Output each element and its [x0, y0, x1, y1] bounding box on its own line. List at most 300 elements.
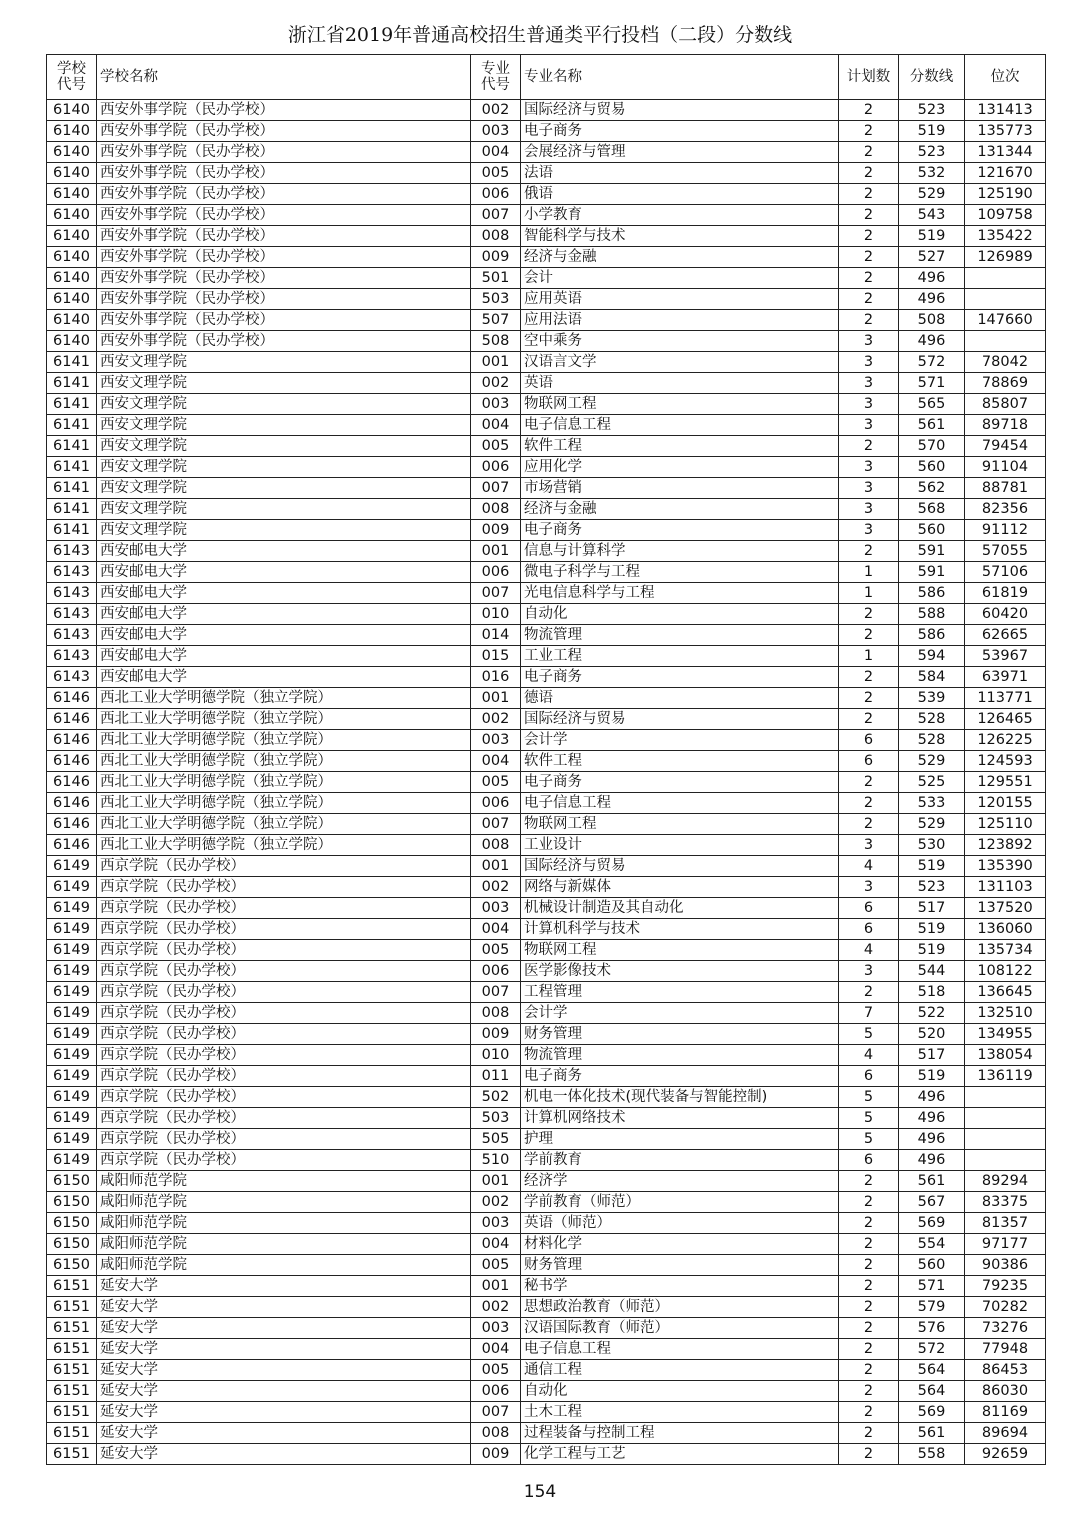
major-name-cell: 医学影像技术 — [521, 961, 839, 982]
table-row — [47, 1045, 1046, 1066]
score-cell: 519 — [899, 226, 965, 247]
major-name-cell: 网络与新媒体 — [521, 877, 839, 898]
major-name-cell: 市场营销 — [521, 478, 839, 499]
plan-count-cell: 2 — [839, 1318, 899, 1339]
major-code-cell: 011 — [471, 1066, 521, 1087]
table-row — [47, 394, 1046, 415]
table-row — [47, 1213, 1046, 1234]
school-name-cell: 西安外事学院（民办学校） — [97, 268, 471, 289]
school-code-cell: 6140 — [47, 331, 97, 352]
school-name-cell: 西安文理学院 — [97, 415, 471, 436]
school-code-cell: 6151 — [47, 1423, 97, 1444]
major-code-cell: 007 — [471, 205, 521, 226]
school-code-cell: 6143 — [47, 562, 97, 583]
school-code-cell: 6149 — [47, 1150, 97, 1171]
score-cell: 496 — [899, 331, 965, 352]
major-code-cell: 006 — [471, 961, 521, 982]
major-name-cell: 物联网工程 — [521, 940, 839, 961]
school-code-cell: 6146 — [47, 730, 97, 751]
major-code-cell: 008 — [471, 499, 521, 520]
plan-count-cell: 2 — [839, 163, 899, 184]
major-code-cell: 006 — [471, 457, 521, 478]
rank-cell: 79235 — [965, 1276, 1046, 1297]
score-cell: 560 — [899, 457, 965, 478]
header-rank: 位次 — [965, 55, 1046, 100]
plan-count-cell: 6 — [839, 1066, 899, 1087]
rank-cell: 88781 — [965, 478, 1046, 499]
major-code-cell: 002 — [471, 100, 521, 121]
major-name-cell: 德语 — [521, 688, 839, 709]
school-code-cell: 6149 — [47, 1024, 97, 1045]
header-score: 分数线 — [899, 55, 965, 100]
table-row — [47, 562, 1046, 583]
score-cell: 569 — [899, 1402, 965, 1423]
major-name-cell: 智能科学与技术 — [521, 226, 839, 247]
rank-cell: 89718 — [965, 415, 1046, 436]
major-code-cell: 004 — [471, 1339, 521, 1360]
school-name-cell: 延安大学 — [97, 1423, 471, 1444]
school-name-cell: 西安邮电大学 — [97, 667, 471, 688]
school-name-cell: 西安外事学院（民办学校） — [97, 289, 471, 310]
school-code-cell: 6151 — [47, 1444, 97, 1465]
school-code-cell: 6141 — [47, 520, 97, 541]
plan-count-cell: 2 — [839, 982, 899, 1003]
school-name-cell: 西安邮电大学 — [97, 583, 471, 604]
school-code-cell: 6151 — [47, 1297, 97, 1318]
rank-cell: 134955 — [965, 1024, 1046, 1045]
score-cell: 591 — [899, 541, 965, 562]
rank-cell: 57055 — [965, 541, 1046, 562]
major-name-cell: 光电信息科学与工程 — [521, 583, 839, 604]
page-title: 浙江省2019年普通高校招生普通类平行投档（二段）分数线 — [287, 24, 793, 46]
major-code-cell: 005 — [471, 163, 521, 184]
table-row — [47, 583, 1046, 604]
score-cell: 523 — [899, 142, 965, 163]
table-row — [47, 1024, 1046, 1045]
school-code-cell: 6140 — [47, 310, 97, 331]
school-name-cell: 咸阳师范学院 — [97, 1234, 471, 1255]
major-code-cell: 510 — [471, 1150, 521, 1171]
score-cell: 554 — [899, 1234, 965, 1255]
major-name-cell: 汉语言文学 — [521, 352, 839, 373]
plan-count-cell: 2 — [839, 1213, 899, 1234]
school-code-cell: 6149 — [47, 856, 97, 877]
major-name-cell: 学前教育 — [521, 1150, 839, 1171]
table-row — [47, 856, 1046, 877]
school-code-cell: 6143 — [47, 583, 97, 604]
plan-count-cell: 2 — [839, 1381, 899, 1402]
rank-cell: 129551 — [965, 772, 1046, 793]
table-row — [47, 289, 1046, 310]
school-code-cell: 6143 — [47, 625, 97, 646]
score-cell: 588 — [899, 604, 965, 625]
header-major-code: 专业 代号 — [471, 55, 521, 100]
table-row — [47, 184, 1046, 205]
major-code-cell: 001 — [471, 688, 521, 709]
rank-cell: 85807 — [965, 394, 1046, 415]
score-cell: 518 — [899, 982, 965, 1003]
plan-count-cell: 3 — [839, 415, 899, 436]
score-cell: 572 — [899, 352, 965, 373]
school-code-cell: 6140 — [47, 247, 97, 268]
rank-cell: 78869 — [965, 373, 1046, 394]
rank-cell: 136060 — [965, 919, 1046, 940]
table-row — [47, 604, 1046, 625]
school-name-cell: 西安文理学院 — [97, 499, 471, 520]
rank-cell: 57106 — [965, 562, 1046, 583]
school-name-cell: 西安邮电大学 — [97, 541, 471, 562]
major-name-cell: 应用化学 — [521, 457, 839, 478]
rank-cell: 73276 — [965, 1318, 1046, 1339]
table-row — [47, 1297, 1046, 1318]
rank-cell: 138054 — [965, 1045, 1046, 1066]
plan-count-cell: 6 — [839, 898, 899, 919]
school-code-cell: 6150 — [47, 1171, 97, 1192]
major-code-cell: 503 — [471, 289, 521, 310]
plan-count-cell: 6 — [839, 730, 899, 751]
admission-score-table — [46, 54, 1046, 1465]
table-row — [47, 730, 1046, 751]
rank-cell: 86030 — [965, 1381, 1046, 1402]
score-cell: 558 — [899, 1444, 965, 1465]
table-row — [47, 793, 1046, 814]
table-row — [47, 1171, 1046, 1192]
plan-count-cell: 2 — [839, 688, 899, 709]
rank-cell: 135422 — [965, 226, 1046, 247]
school-name-cell: 咸阳师范学院 — [97, 1213, 471, 1234]
major-name-cell: 经济学 — [521, 1171, 839, 1192]
plan-count-cell: 3 — [839, 478, 899, 499]
major-name-cell: 法语 — [521, 163, 839, 184]
rank-cell: 123892 — [965, 835, 1046, 856]
table-row — [47, 961, 1046, 982]
school-code-cell: 6143 — [47, 667, 97, 688]
school-code-cell: 6140 — [47, 268, 97, 289]
plan-count-cell: 2 — [839, 1339, 899, 1360]
school-name-cell: 西安文理学院 — [97, 373, 471, 394]
score-cell: 561 — [899, 415, 965, 436]
score-cell: 529 — [899, 751, 965, 772]
major-code-cell: 014 — [471, 625, 521, 646]
major-name-cell: 会计 — [521, 268, 839, 289]
score-cell: 543 — [899, 205, 965, 226]
rank-cell: 82356 — [965, 499, 1046, 520]
score-cell: 525 — [899, 772, 965, 793]
major-name-cell: 电子商务 — [521, 772, 839, 793]
school-name-cell: 延安大学 — [97, 1276, 471, 1297]
rank-cell: 126225 — [965, 730, 1046, 751]
score-cell: 539 — [899, 688, 965, 709]
major-code-cell: 003 — [471, 1213, 521, 1234]
major-code-cell: 001 — [471, 856, 521, 877]
page-number: 154 — [523, 1482, 557, 1502]
major-code-cell: 004 — [471, 1234, 521, 1255]
plan-count-cell: 4 — [839, 856, 899, 877]
school-name-cell: 西京学院（民办学校） — [97, 877, 471, 898]
table-row — [47, 688, 1046, 709]
plan-count-cell: 2 — [839, 436, 899, 457]
table-row — [47, 142, 1046, 163]
major-name-cell: 会计学 — [521, 730, 839, 751]
rank-cell — [965, 1150, 1046, 1171]
school-name-cell: 咸阳师范学院 — [97, 1255, 471, 1276]
school-name-cell: 西安邮电大学 — [97, 604, 471, 625]
rank-cell: 126465 — [965, 709, 1046, 730]
score-cell: 562 — [899, 478, 965, 499]
major-name-cell: 计算机网络技术 — [521, 1108, 839, 1129]
score-cell: 529 — [899, 814, 965, 835]
rank-cell — [965, 289, 1046, 310]
score-cell: 586 — [899, 583, 965, 604]
school-code-cell: 6141 — [47, 457, 97, 478]
major-name-cell: 材料化学 — [521, 1234, 839, 1255]
score-cell: 579 — [899, 1297, 965, 1318]
score-cell: 517 — [899, 1045, 965, 1066]
major-name-cell: 机械设计制造及其自动化 — [521, 898, 839, 919]
major-name-cell: 会计学 — [521, 1003, 839, 1024]
school-name-cell: 西北工业大学明德学院（独立学院） — [97, 772, 471, 793]
school-code-cell: 6151 — [47, 1360, 97, 1381]
score-cell: 586 — [899, 625, 965, 646]
plan-count-cell: 2 — [839, 247, 899, 268]
major-code-cell: 009 — [471, 247, 521, 268]
header-plan: 计划数 — [839, 55, 899, 100]
table-row — [47, 625, 1046, 646]
school-name-cell: 西京学院（民办学校） — [97, 1150, 471, 1171]
major-name-cell: 国际经济与贸易 — [521, 100, 839, 121]
table-row — [47, 1108, 1046, 1129]
school-name-cell: 西安外事学院（民办学校） — [97, 205, 471, 226]
school-name-cell: 延安大学 — [97, 1297, 471, 1318]
rank-cell: 131103 — [965, 877, 1046, 898]
rank-cell — [965, 1129, 1046, 1150]
school-name-cell: 西安外事学院（民办学校） — [97, 247, 471, 268]
plan-count-cell: 3 — [839, 499, 899, 520]
score-cell: 529 — [899, 184, 965, 205]
school-name-cell: 西安外事学院（民办学校） — [97, 310, 471, 331]
score-cell: 560 — [899, 1255, 965, 1276]
rank-cell: 91112 — [965, 520, 1046, 541]
score-cell: 530 — [899, 835, 965, 856]
school-code-cell: 6140 — [47, 163, 97, 184]
plan-count-cell: 2 — [839, 1276, 899, 1297]
major-code-cell: 008 — [471, 226, 521, 247]
score-cell: 584 — [899, 667, 965, 688]
school-name-cell: 西安文理学院 — [97, 436, 471, 457]
school-code-cell: 6149 — [47, 940, 97, 961]
major-code-cell: 004 — [471, 751, 521, 772]
rank-cell: 92659 — [965, 1444, 1046, 1465]
score-cell: 517 — [899, 898, 965, 919]
school-name-cell: 西安外事学院（民办学校） — [97, 331, 471, 352]
school-code-cell: 6146 — [47, 688, 97, 709]
school-name-cell: 西京学院（民办学校） — [97, 940, 471, 961]
rank-cell: 53967 — [965, 646, 1046, 667]
table-row — [47, 331, 1046, 352]
school-code-cell: 6150 — [47, 1255, 97, 1276]
school-name-cell: 西京学院（民办学校） — [97, 961, 471, 982]
plan-count-cell: 2 — [839, 709, 899, 730]
rank-cell: 125110 — [965, 814, 1046, 835]
table-row — [47, 646, 1046, 667]
score-cell: 496 — [899, 268, 965, 289]
school-name-cell: 西安文理学院 — [97, 478, 471, 499]
major-name-cell: 软件工程 — [521, 436, 839, 457]
school-name-cell: 西安邮电大学 — [97, 646, 471, 667]
rank-cell — [965, 331, 1046, 352]
plan-count-cell: 2 — [839, 625, 899, 646]
school-code-cell: 6146 — [47, 751, 97, 772]
major-code-cell: 003 — [471, 730, 521, 751]
school-code-cell: 6149 — [47, 877, 97, 898]
major-name-cell: 经济与金融 — [521, 247, 839, 268]
major-name-cell: 护理 — [521, 1129, 839, 1150]
plan-count-cell: 2 — [839, 541, 899, 562]
school-name-cell: 西安外事学院（民办学校） — [97, 121, 471, 142]
school-name-cell: 西安邮电大学 — [97, 562, 471, 583]
rank-cell: 135390 — [965, 856, 1046, 877]
major-code-cell: 508 — [471, 331, 521, 352]
school-name-cell: 西北工业大学明德学院（独立学院） — [97, 688, 471, 709]
major-code-cell: 009 — [471, 1444, 521, 1465]
table-row — [47, 898, 1046, 919]
major-name-cell: 国际经济与贸易 — [521, 709, 839, 730]
plan-count-cell: 2 — [839, 1297, 899, 1318]
score-cell: 496 — [899, 1129, 965, 1150]
major-code-cell: 003 — [471, 1318, 521, 1339]
major-name-cell: 电子信息工程 — [521, 793, 839, 814]
rank-cell: 79454 — [965, 436, 1046, 457]
school-code-cell: 6151 — [47, 1318, 97, 1339]
header-major-name: 专业名称 — [521, 55, 839, 100]
plan-count-cell: 5 — [839, 1024, 899, 1045]
major-code-cell: 004 — [471, 142, 521, 163]
table-row — [47, 1192, 1046, 1213]
school-code-cell: 6150 — [47, 1192, 97, 1213]
major-code-cell: 008 — [471, 835, 521, 856]
school-name-cell: 西安文理学院 — [97, 352, 471, 373]
rank-cell: 137520 — [965, 898, 1046, 919]
score-cell: 519 — [899, 919, 965, 940]
major-code-cell: 002 — [471, 1297, 521, 1318]
major-name-cell: 财务管理 — [521, 1024, 839, 1045]
school-name-cell: 西京学院（民办学校） — [97, 1045, 471, 1066]
table-row — [47, 1381, 1046, 1402]
school-name-cell: 西安外事学院（民办学校） — [97, 226, 471, 247]
school-code-cell: 6141 — [47, 352, 97, 373]
major-code-cell: 002 — [471, 709, 521, 730]
score-cell: 508 — [899, 310, 965, 331]
plan-count-cell: 3 — [839, 961, 899, 982]
plan-count-cell: 2 — [839, 1402, 899, 1423]
school-code-cell: 6141 — [47, 436, 97, 457]
major-code-cell: 006 — [471, 1381, 521, 1402]
rank-cell: 89694 — [965, 1423, 1046, 1444]
score-cell: 519 — [899, 121, 965, 142]
major-code-cell: 005 — [471, 1255, 521, 1276]
major-code-cell: 002 — [471, 373, 521, 394]
school-name-cell: 西安外事学院（民办学校） — [97, 163, 471, 184]
major-code-cell: 010 — [471, 604, 521, 625]
school-code-cell: 6151 — [47, 1276, 97, 1297]
major-name-cell: 空中乘务 — [521, 331, 839, 352]
score-cell: 570 — [899, 436, 965, 457]
table-row — [47, 667, 1046, 688]
rank-cell: 61819 — [965, 583, 1046, 604]
plan-count-cell: 2 — [839, 1171, 899, 1192]
table-row — [47, 1402, 1046, 1423]
major-code-cell: 006 — [471, 793, 521, 814]
table-row — [47, 919, 1046, 940]
major-code-cell: 005 — [471, 772, 521, 793]
major-code-cell: 016 — [471, 667, 521, 688]
plan-count-cell: 6 — [839, 751, 899, 772]
table-row — [47, 1318, 1046, 1339]
score-cell: 527 — [899, 247, 965, 268]
major-name-cell: 国际经济与贸易 — [521, 856, 839, 877]
score-cell: 532 — [899, 163, 965, 184]
school-code-cell: 6151 — [47, 1339, 97, 1360]
school-code-cell: 6149 — [47, 1129, 97, 1150]
school-name-cell: 延安大学 — [97, 1339, 471, 1360]
school-name-cell: 延安大学 — [97, 1381, 471, 1402]
school-name-cell: 西京学院（民办学校） — [97, 1129, 471, 1150]
rank-cell: 63971 — [965, 667, 1046, 688]
major-name-cell: 会展经济与管理 — [521, 142, 839, 163]
plan-count-cell: 2 — [839, 1255, 899, 1276]
score-cell: 564 — [899, 1360, 965, 1381]
table-row — [47, 1087, 1046, 1108]
table-row — [47, 226, 1046, 247]
table-row — [47, 1360, 1046, 1381]
table-row — [47, 352, 1046, 373]
plan-count-cell: 2 — [839, 793, 899, 814]
major-name-cell: 思想政治教育（师范） — [521, 1297, 839, 1318]
major-code-cell: 009 — [471, 1024, 521, 1045]
major-code-cell: 501 — [471, 268, 521, 289]
major-code-cell: 007 — [471, 982, 521, 1003]
major-code-cell: 007 — [471, 583, 521, 604]
school-name-cell: 咸阳师范学院 — [97, 1171, 471, 1192]
rank-cell: 78042 — [965, 352, 1046, 373]
school-code-cell: 6149 — [47, 1003, 97, 1024]
plan-count-cell: 3 — [839, 877, 899, 898]
school-name-cell: 西北工业大学明德学院（独立学院） — [97, 793, 471, 814]
school-code-cell: 6149 — [47, 1045, 97, 1066]
school-code-cell: 6140 — [47, 205, 97, 226]
major-name-cell: 物流管理 — [521, 625, 839, 646]
school-name-cell: 延安大学 — [97, 1444, 471, 1465]
major-name-cell: 物流管理 — [521, 1045, 839, 1066]
school-name-cell: 西京学院（民办学校） — [97, 898, 471, 919]
major-code-cell: 002 — [471, 1192, 521, 1213]
major-name-cell: 微电子科学与工程 — [521, 562, 839, 583]
rank-cell — [965, 268, 1046, 289]
score-cell: 561 — [899, 1171, 965, 1192]
table-row — [47, 247, 1046, 268]
plan-count-cell: 2 — [839, 1192, 899, 1213]
school-name-cell: 延安大学 — [97, 1360, 471, 1381]
table-row — [47, 436, 1046, 457]
score-cell: 564 — [899, 1381, 965, 1402]
school-code-cell: 6149 — [47, 1087, 97, 1108]
major-code-cell: 008 — [471, 1423, 521, 1444]
school-code-cell: 6140 — [47, 142, 97, 163]
major-code-cell: 008 — [471, 1003, 521, 1024]
plan-count-cell: 2 — [839, 121, 899, 142]
major-code-cell: 005 — [471, 436, 521, 457]
rank-cell: 108122 — [965, 961, 1046, 982]
